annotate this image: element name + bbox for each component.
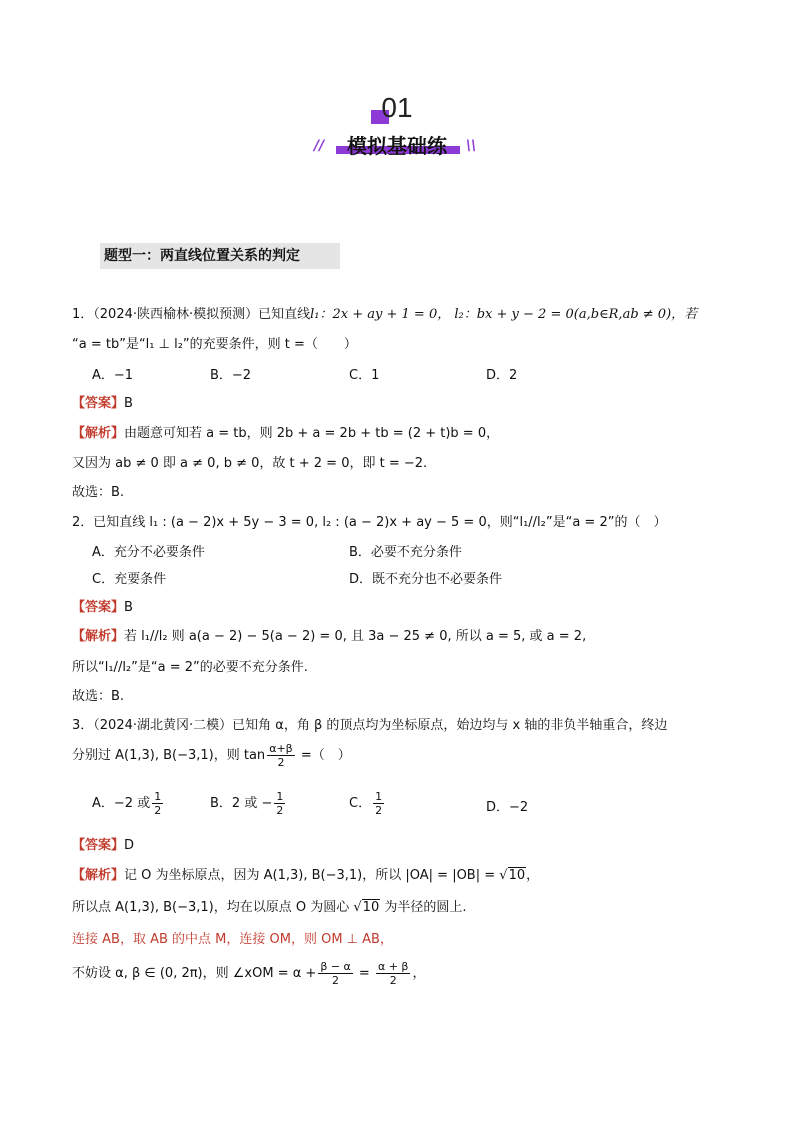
q2-analysis-line1 <box>72 625 586 644</box>
q3-option-b-frac <box>274 790 285 817</box>
q3-line4-f2-den: 2 <box>389 974 397 987</box>
q3-line2-a: 所以点 A(1,3), B(−3,1)，均在以原点 O 为圆心 <box>72 900 354 915</box>
q3-option-b-num: 1 <box>276 790 284 803</box>
q3-option-c <box>349 790 386 817</box>
q2-stem: 2．已知直线 l₁ : (a − 2)x + 5y − 3 = 0, l₂ : (a − 2)x + ay − 5 = 0，则“l₁//l₂”是“a = 2”的（ ） <box>72 515 667 530</box>
q2-option-a: A．充分不必要条件 <box>92 545 205 560</box>
q1-option-c: C．1 <box>349 368 380 383</box>
q1-option-b: B．−2 <box>210 368 252 383</box>
q2-answer-tag: 【答案】 <box>72 600 125 615</box>
q3-answer-tag: 【答案】 <box>72 838 125 853</box>
q2-option-c: C．充要条件 <box>92 572 167 587</box>
q3-line4-frac1 <box>318 960 352 987</box>
q3-option-b <box>210 790 287 817</box>
q3-option-a-frac <box>152 790 163 817</box>
q3-option-b-pre: B．2 或 − <box>210 796 273 811</box>
q2-analysis-tag: 【解析】 <box>72 629 125 644</box>
q3-line2-b: 为半径的圆上. <box>380 900 467 915</box>
q3-stem-line1: 3．（2024·湖北黄冈·二模）已知角 α，角 β 的顶点均为坐标原点，始边均与 x 轴的非负半轴重合，终边 <box>72 718 668 733</box>
q1-answer-tag: 【答案】 <box>72 396 125 411</box>
q3-stem-frac-num: α+β <box>269 742 293 755</box>
q3-option-a-num: 1 <box>154 790 162 803</box>
q1-analysis-line2: 又因为 ab ≠ 0 即 a ≠ 0, b ≠ 0，故 t + 2 = 0，即 t = −2. <box>72 456 428 471</box>
q1-analysis-tag: 【解析】 <box>72 426 125 441</box>
q3-line4-f2-num: α + β <box>377 960 409 973</box>
q3-stem-b1: 分别过 A(1,3), B(−3,1)，则 tan <box>72 748 266 763</box>
q3-stem-b2: =（ ） <box>296 748 351 763</box>
q3-option-c-frac <box>373 790 384 817</box>
q3-option-c-num: 1 <box>375 790 383 803</box>
q1-stem-line1 <box>72 303 697 322</box>
q2-answer-value: B <box>124 600 133 615</box>
q1-stem-line2: “a = tb”是“l₁ ⊥ l₂”的充要条件，则 t =（ ） <box>72 337 357 352</box>
q2-option-d: D．既不充分也不必要条件 <box>349 572 503 587</box>
q3-option-a-pre: A．−2 或 <box>92 796 151 811</box>
q3-line4-b: ， <box>412 966 426 981</box>
q3-option-c-pre: C． <box>349 796 372 811</box>
q3-option-c-den: 2 <box>375 804 383 817</box>
q3-stem-line2 <box>72 742 351 769</box>
q3-answer-value: D <box>124 838 135 853</box>
q3-line4-eq: = <box>354 966 374 981</box>
q3-line2-sqrt: 10 <box>362 900 380 915</box>
q2-analysis-text1: 若 l₁//l₂ 则 a(a − 2) − 5(a − 2) = 0, 且 3a − 25 ≠ 0, 所以 a = 5, 或 a = 2, <box>124 629 587 644</box>
section-header <box>300 92 494 162</box>
q1-analysis-line1 <box>72 422 499 441</box>
q1-eq1: ：2x + ay + 1 = 0， <box>319 307 451 322</box>
q2-answer <box>72 596 133 615</box>
q3-line4-a: 不妨设 α, β ∈ (0, 2π)，则 ∠xOM = α + <box>72 966 317 981</box>
topic-label: 题型一：两直线位置关系的判定 <box>100 243 340 269</box>
q3-analysis-line3: 连接 AB，取 AB 的中点 M，连接 OM，则 OM ⊥ AB， <box>72 932 393 947</box>
q1-option-d: D．2 <box>486 368 518 383</box>
q3-answer <box>72 834 134 853</box>
q1-eq2: ：bx + y − 2 = 0(a,b∈R,ab ≠ 0)，若 <box>463 307 698 322</box>
q2-analysis-line3: 故选：B. <box>72 689 125 704</box>
q3-analysis-tag: 【解析】 <box>72 868 125 883</box>
q3-option-a <box>92 790 165 817</box>
deco-left: // <box>314 138 325 154</box>
q1-l2: l₂ <box>454 307 464 322</box>
q1-analysis-line3: 故选：B. <box>72 485 125 500</box>
q2-analysis-line2: 所以“l₁//l₂”是“a = 2”的必要不充分条件. <box>72 660 308 675</box>
q3-analysis-line2: 所以点 A(1,3), B(−3,1)，均在以原点 O 为圆心 √10 为半径的圆上. <box>72 900 467 915</box>
q1-analysis-text1: 由题意可知若 a = tb，则 2b + a = 2b + tb = (2 + t)b = 0， <box>124 426 500 441</box>
q3-line4-f1-den: 2 <box>332 974 340 987</box>
deco-right: \\ <box>466 138 477 154</box>
section-number: 01 <box>381 92 413 123</box>
q2-option-b: B．必要不充分条件 <box>349 545 462 560</box>
q3-line4-f1-num: β − α <box>320 960 351 973</box>
q3-line1-b: ， <box>526 868 540 883</box>
q3-line1-a: 记 O 为坐标原点，因为 A(1,3), B(−3,1)，所以 |OA| = |OB| = <box>124 868 500 883</box>
q3-line4-frac2 <box>376 960 410 987</box>
q1-stem-a: 1．（2024·陕西榆林·模拟预测）已知直线 <box>72 307 311 322</box>
q3-option-a-den: 2 <box>154 804 162 817</box>
q3-analysis-line4 <box>72 960 425 987</box>
q3-analysis-line1: 【解析】记 O 为坐标原点，因为 A(1,3), B(−3,1)，所以 |OA| = |OB| = √10， <box>72 868 540 883</box>
q3-option-d-pre: D．−2 <box>486 800 529 815</box>
q1-l1: l₁ <box>310 307 320 322</box>
q1-option-a: A．−1 <box>92 368 134 383</box>
q3-line1-sqrt: 10 <box>508 868 526 883</box>
q3-stem-fraction <box>267 742 295 769</box>
q1-answer-value: B <box>124 396 133 411</box>
q3-option-d <box>486 796 528 815</box>
q3-stem-frac-den: 2 <box>277 756 285 769</box>
q1-answer <box>72 392 133 411</box>
q3-option-b-den: 2 <box>276 804 284 817</box>
section-title: 模拟基础练 <box>347 134 447 158</box>
